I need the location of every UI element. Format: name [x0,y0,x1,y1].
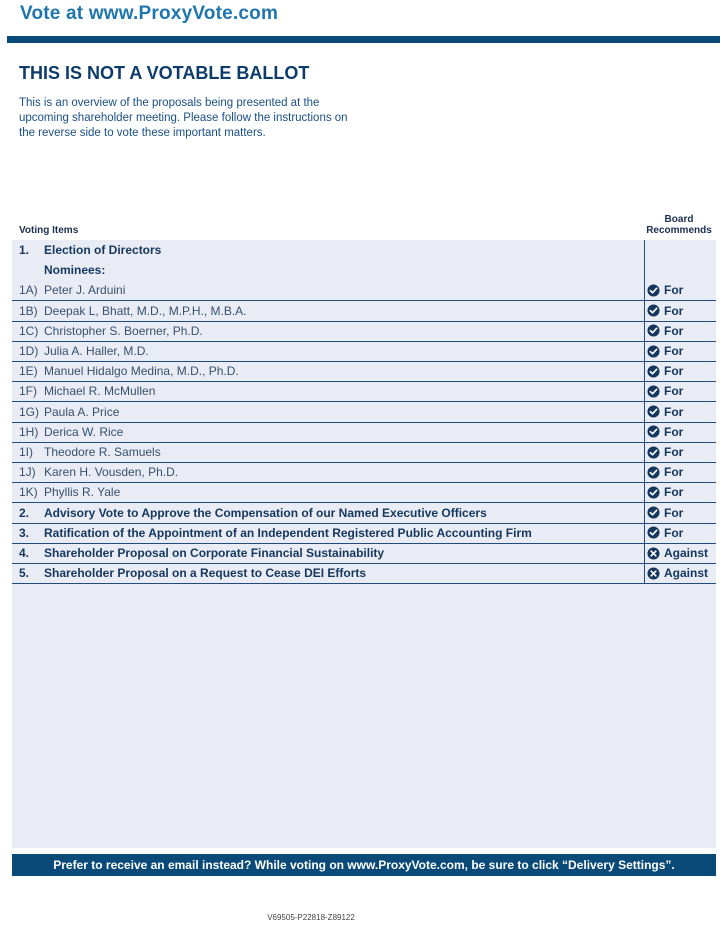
recommendation-text: Against [664,566,709,581]
item-number: 4. [19,546,30,560]
voting-item-row [12,240,716,260]
item-label: Phyllis R. Yale [44,485,121,500]
item-label: Ratification of the Appointment of an Independent Registered Public Accounting Firm [44,525,532,540]
check-circle-icon [647,425,660,438]
voting-item-row [12,563,716,584]
check-circle-icon [647,405,660,418]
ballot-title: THIS IS NOT A VOTABLE BALLOT [19,63,310,83]
item-label: Advisory Vote to Approve the Compensation of our Named Executive Officers [44,505,487,520]
board-recommendation [647,364,683,378]
board-recommends-line1: Board [664,214,694,225]
board-recommends-line2: Recommends [646,225,712,236]
item-number: 1J) [19,465,36,480]
item-label: Paula A. Price [44,404,120,419]
item-label: Manuel Hidalgo Medina, M.D., Ph.D. [44,364,239,379]
check-circle-icon [647,486,660,499]
item-label: Deepak L, Bhatt, M.D., M.P.H., M.B.A. [44,303,247,318]
voting-item-row [12,462,716,483]
board-recommendation [647,405,683,419]
voting-item-row [12,361,716,382]
item-number: 1B) [19,303,38,318]
check-circle-icon [647,466,660,479]
x-circle-icon [647,567,660,580]
item-number: 1E) [19,364,38,379]
item-label: Election of Directors [44,243,162,257]
item-label: Karen H. Vousden, Ph.D. [44,465,179,480]
item-label: Peter J. Arduini [44,283,126,298]
voting-item-row [12,523,716,544]
board-recommendation [647,304,683,318]
recommendation-text: For [664,505,684,520]
check-circle-icon [647,526,660,539]
check-circle-icon [647,446,660,459]
voting-item-row [12,503,716,524]
check-circle-icon [647,506,660,519]
item-number: 1A) [19,283,38,298]
recommendation-text: For [664,404,684,419]
item-label: Theodore R. Samuels [44,445,161,459]
voting-item-row [12,543,716,564]
header-bar [7,36,720,43]
item-label: Michael R. McMullen [44,384,156,399]
check-circle-icon [647,385,660,398]
board-recommendation [647,566,708,580]
item-number: 1I) [19,445,34,459]
check-circle-icon [647,345,660,358]
board-recommendation [647,344,683,358]
voting-item-row [12,280,716,301]
voting-item-row [12,402,716,423]
item-number: 1F) [19,384,37,399]
voting-item-row [12,260,716,280]
board-recommendation [647,506,683,520]
voting-item-row [12,482,716,503]
recommendation-text: For [664,485,684,500]
board-recommends-header [642,214,716,236]
board-recommendation [647,465,683,479]
item-label: Derica W. Rice [44,424,124,439]
recommendation-text: For [664,344,684,358]
item-label: Shareholder Proposal on Corporate Financial Sustainability [44,546,385,560]
recommendation-text: For [664,424,684,439]
board-recommendation [647,384,683,398]
item-number: 1K) [19,485,38,500]
board-recommendation [647,445,683,459]
board-recommendation [647,485,683,499]
item-number: 3. [19,525,30,540]
check-circle-icon [647,304,660,317]
board-recommendation [647,526,683,540]
item-number: 1. [19,243,30,257]
voting-item-row [12,341,716,362]
site-title: Vote at www.ProxyVote.com [20,3,279,24]
board-recommendation [647,425,683,439]
voting-item-row [12,381,716,402]
voting-item-row [12,442,716,463]
recommendation-text: For [664,283,684,298]
item-label: Shareholder Proposal on a Request to Cease DEI Efforts [44,566,367,581]
recommendation-text: For [664,445,684,459]
item-number: 2. [19,505,30,520]
item-number: 1C) [19,323,39,338]
recommendation-text: For [664,364,684,379]
check-circle-icon [647,365,660,378]
x-circle-icon [647,547,660,560]
voting-item-row [12,321,716,342]
item-label: Julia A. Haller, M.D. [44,344,149,358]
recommendation-text: Against [664,546,709,560]
item-number: 1D) [19,344,39,358]
recommendation-text: For [664,384,684,399]
board-recommendation [647,546,708,560]
recommendation-text: For [664,465,684,480]
voting-items-header: Voting Items [19,225,79,236]
item-number: 1G) [19,404,40,419]
board-recommendation [647,324,683,338]
check-circle-icon [647,284,660,297]
control-code: V69505-P22818-Z89122 [267,913,355,922]
board-recommendation [647,283,683,297]
item-label: Christopher S. Boerner, Ph.D. [44,323,203,338]
voting-item-row [12,422,716,443]
voting-item-row [12,301,716,322]
recommendation-text: For [664,303,684,318]
check-circle-icon [647,324,660,337]
item-number: 1H) [19,424,39,439]
delivery-settings-banner: Prefer to receive an email instead? While voting on www.ProxyVote.com, be sure to click “Delivery Settings”. [12,854,716,876]
recommendation-text: For [664,323,684,338]
item-number: 5. [19,566,30,581]
intro-text: This is an overview of the proposals being presented at the upcoming shareholder meeting. Please follow the instructions on the reverse side to vote these important matters. [19,97,348,139]
recommendation-text: For [664,525,684,540]
item-label: Nominees: [44,263,106,278]
